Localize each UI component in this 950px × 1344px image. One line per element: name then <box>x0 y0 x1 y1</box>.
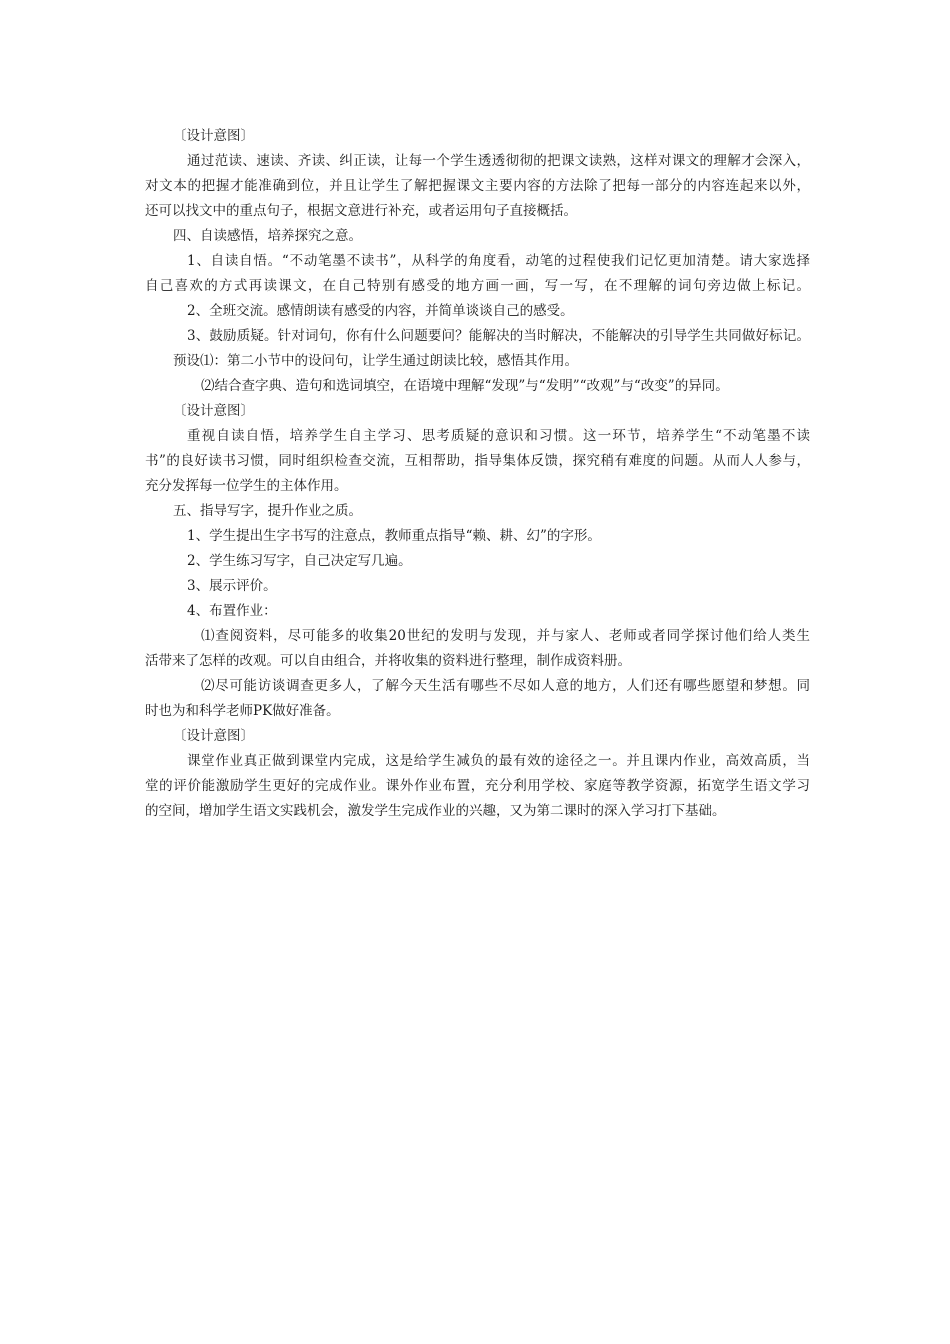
paragraph-line: 3、鼓励质疑。针对词句，你有什么问题要问？能解决的当时解决，不能解决的引导学生共同做好标记。 <box>187 328 810 344</box>
paragraph-line: 3、展示评价。 <box>187 578 277 594</box>
paragraph-line: ⑴查阅资料，尽可能多的收集20世纪的发明与发现，并与家人、老师或者同学探讨他们给人类生 <box>201 628 810 644</box>
paragraph-line: ⑵尽可能访谈调查更多人，了解今天生活有哪些不尽如人意的地方，人们还有哪些愿望和梦想。同 <box>201 678 810 694</box>
document-page <box>145 124 810 824</box>
paragraph-line: 书”的良好读书习惯，同时组织检查交流，互相帮助，指导集体反馈，探究稍有难度的问题。从而人人参与， <box>145 453 810 469</box>
paragraph-line: 充分发挥每一位学生的主体作用。 <box>145 478 348 494</box>
section-heading-5: 五、指导写字，提升作业之质。 <box>173 503 362 519</box>
paragraph-line: 2、全班交流。感情朗读有感受的内容，并简单谈谈自己的感受。 <box>187 303 574 319</box>
paragraph-line: 1、学生提出生字书写的注意点，教师重点指导“赖、耕、幻”的字形。 <box>187 528 601 544</box>
design-intent-heading-1: 〔设计意图〕 <box>173 128 254 144</box>
paragraph-line: 时也为和科学老师PK做好准备。 <box>145 703 340 719</box>
paragraph-line: 的空间，增加学生语文实践机会，激发学生完成作业的兴趣，又为第二课时的深入学习打下基础。 <box>145 803 726 819</box>
paragraph-line: 课堂作业真正做到课堂内完成，这是给学生减负的最有效的途径之一。并且课内作业，高效高质，当 <box>187 753 810 769</box>
paragraph-line: 预设⑴：第二小节中的设问句，让学生通过朗读比较，感悟其作用。 <box>173 353 578 369</box>
paragraph-line: 还可以找文中的重点句子，根据文意进行补充，或者运用句子直接概括。 <box>145 203 577 219</box>
paragraph-line: 通过范读、速读、齐读、纠正读，让每一个学生透透彻彻的把课文读熟，这样对课文的理解才会深入， <box>187 153 810 169</box>
paragraph-line: 重视自读自悟，培养学生自主学习、思考质疑的意识和习惯。这一环节，培养学生“不动笔墨不读 <box>187 428 810 444</box>
paragraph-line: ⑵结合查字典、造句和选词填空，在语境中理解“发现”与“发明”“改观”与“改变”的异同。 <box>201 378 729 394</box>
paragraph-line: 对文本的把握才能准确到位，并且让学生了解把握课文主要内容的方法除了把每一部分的内容连起来以外， <box>145 178 810 194</box>
paragraph-line: 2、学生练习写字，自己决定写几遍。 <box>187 553 412 569</box>
paragraph-line: 堂的评价能激励学生更好的完成作业。课外作业布置，充分利用学校、家庭等教学资源，拓宽学生语文学习 <box>145 778 810 794</box>
paragraph-line: 活带来了怎样的改观。可以自由组合，并将收集的资料进行整理，制作成资料册。 <box>145 653 631 669</box>
paragraph-line: 1、自读自悟。“不动笔墨不读书”，从科学的角度看，动笔的过程使我们记忆更加清楚。请大家选择 <box>187 253 810 269</box>
paragraph-line: 自己喜欢的方式再读课文，在自己特别有感受的地方画一画，写一写，在不理解的词句旁边做上标记。 <box>145 278 810 294</box>
design-intent-heading-2: 〔设计意图〕 <box>173 403 254 419</box>
section-heading-4: 四、自读感悟，培养探究之意。 <box>173 228 362 244</box>
paragraph-line: 4、布置作业： <box>187 603 277 619</box>
design-intent-heading-3: 〔设计意图〕 <box>173 728 254 744</box>
